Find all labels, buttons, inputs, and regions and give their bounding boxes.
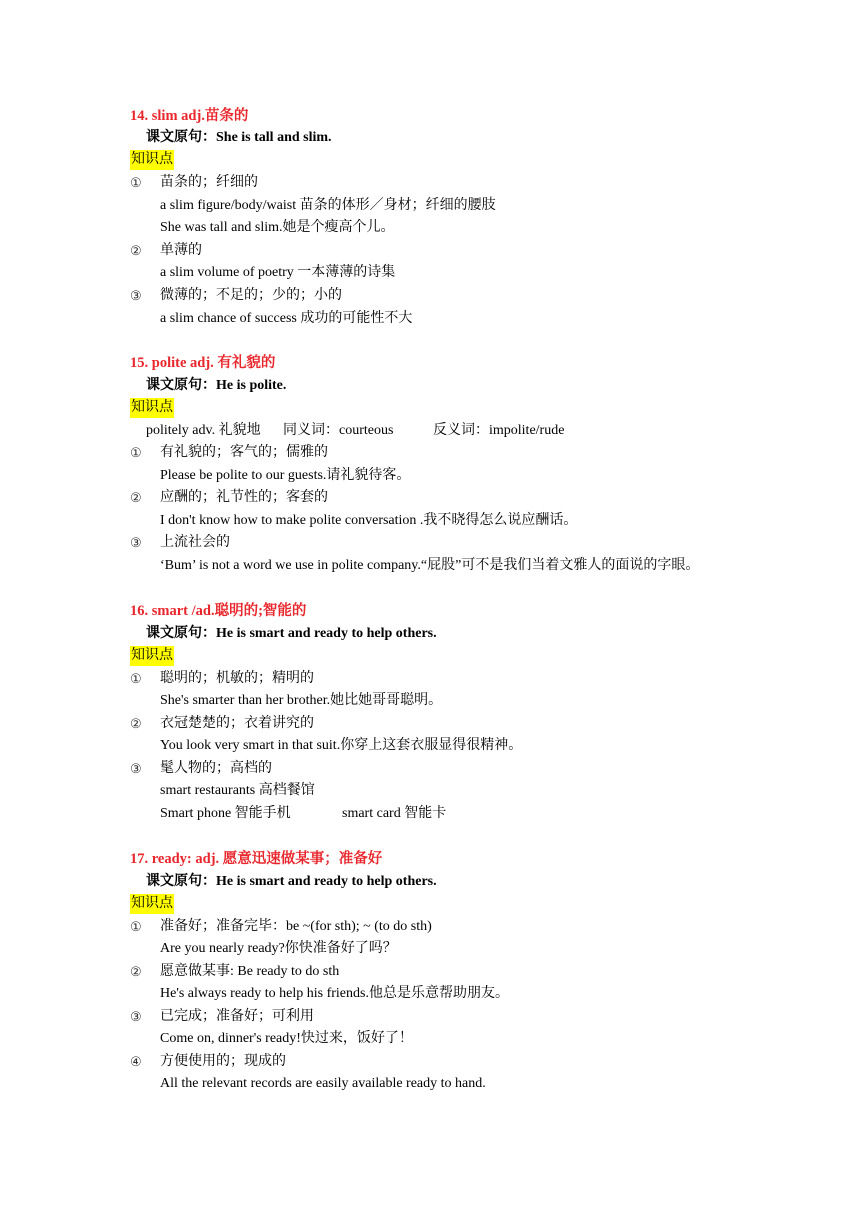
synonym-note: 同义词：courteous (283, 423, 394, 438)
entry-title: 14. slim adj.苗条的 (130, 108, 249, 124)
item-example: smart card 智能卡 (342, 806, 447, 821)
item-example: Smart phone 智能手机 (160, 806, 291, 821)
item-number: ② (130, 716, 142, 731)
item-sense: 上流社会的 (160, 535, 230, 550)
item-sense: 衣冠楚楚的；衣着讲究的 (160, 716, 314, 731)
item-sense: 愿意做某事: Be ready to do sth (160, 964, 340, 979)
item-number: ③ (130, 761, 142, 776)
item-example: smart restaurants 高档餐馆 (160, 783, 315, 798)
item-sense: 单薄的 (160, 243, 202, 258)
item-sense: 微薄的；不足的；少的；小的 (160, 288, 342, 303)
item-sense: 有礼貌的；客气的；儒雅的 (160, 445, 328, 460)
knowledge-tag: 知识点 (130, 646, 174, 666)
item-number: ④ (130, 1054, 142, 1069)
item-example: Please be polite to our guests.请礼貌待客。 (160, 468, 411, 483)
item-number: ② (130, 964, 142, 979)
item-number: ③ (130, 535, 142, 550)
item-example: Are you nearly ready?你快准备好了吗？ (160, 941, 397, 956)
item-sense: 苗条的；纤细的 (160, 175, 258, 190)
item-example: a slim chance of success 成功的可能性不大 (160, 311, 413, 326)
antonym-note: 反义词：impolite/rude (433, 423, 565, 438)
knowledge-tag: 知识点 (130, 150, 174, 170)
item-number: ② (130, 490, 142, 505)
knowledge-tag: 知识点 (130, 398, 174, 418)
item-example: She was tall and slim.她是个瘦高个儿。 (160, 220, 395, 235)
source-sentence: 课文原句：He is smart and ready to help others. (146, 626, 437, 641)
entry-title: 16. smart /ad.聪明的;智能的 (130, 603, 307, 619)
source-sentence: 课文原句：He is polite. (146, 378, 287, 393)
item-example: I don't know how to make polite conversation .我不晓得怎么说应酬话。 (160, 513, 578, 528)
item-sense: 应酬的；礼节性的；客套的 (160, 490, 328, 505)
item-sense: 已完成；准备好；可利用 (160, 1009, 314, 1024)
entry-title: 15. polite adj. 有礼貌的 (130, 355, 276, 371)
source-sentence: 课文原句：He is smart and ready to help others. (146, 874, 437, 889)
item-example: All the relevant records are easily available ready to hand. (160, 1076, 486, 1091)
item-number: ② (130, 243, 142, 258)
item-sense: 髦人物的；高档的 (160, 761, 272, 776)
item-number: ③ (130, 288, 142, 303)
item-example: She's smarter than her brother.她比她哥哥聪明。 (160, 693, 443, 708)
item-example: a slim volume of poetry 一本薄薄的诗集 (160, 265, 396, 280)
item-number: ③ (130, 1009, 142, 1024)
item-number: ① (130, 671, 142, 686)
entry-title: 17. ready: adj. 愿意迅速做某事；准备好 (130, 851, 383, 867)
item-example: You look very smart in that suit.你穿上这套衣服显得很精神。 (160, 738, 523, 753)
item-example: a slim figure/body/waist 苗条的体形／身材；纤细的腰肢 (160, 198, 496, 213)
item-example: He's always ready to help his friends.他总是乐意帮助朋友。 (160, 986, 509, 1001)
item-number: ① (130, 445, 142, 460)
item-sense: 方便使用的；现成的 (160, 1054, 286, 1069)
item-number: ① (130, 919, 142, 934)
item-example: ‘Bum’ is not a word we use in polite company.“屁股”可不是我们当着文雅人的面说的字眼。 (160, 558, 700, 573)
derivative-note: politely adv. 礼貌地 (146, 423, 261, 438)
item-sense: 聪明的；机敏的；精明的 (160, 671, 314, 686)
item-sense: 准备好；准备完毕：be ~(for sth); ~ (to do sth) (160, 919, 432, 934)
item-number: ① (130, 175, 142, 190)
knowledge-tag: 知识点 (130, 894, 174, 914)
source-sentence: 课文原句：She is tall and slim. (146, 130, 332, 145)
item-example: Come on, dinner's ready!快过来，饭好了！ (160, 1031, 413, 1046)
